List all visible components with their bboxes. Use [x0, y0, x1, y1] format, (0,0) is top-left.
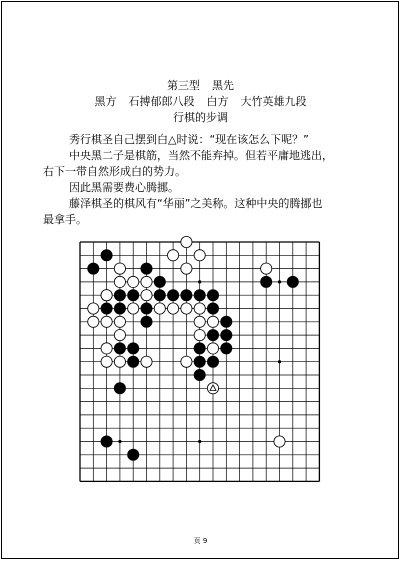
white-stone — [194, 316, 205, 327]
white-player: 大竹英雄九段 — [240, 95, 307, 108]
black-stone — [207, 303, 218, 314]
black-stone — [194, 356, 205, 367]
body-line-2: 中央黑二子是棋筋，当然不能弃掉。但若平庸地逃出， — [69, 149, 333, 162]
black-stone — [101, 303, 112, 314]
white-stone — [207, 343, 218, 354]
black-stone — [221, 343, 232, 354]
white-stone — [88, 316, 99, 327]
white-stone — [101, 290, 112, 301]
white-stone — [114, 276, 125, 287]
black-stone — [114, 303, 125, 314]
white-stone — [261, 263, 272, 274]
white-stone — [194, 250, 205, 261]
black-stone — [154, 276, 165, 287]
black-stone — [128, 449, 139, 460]
white-stone — [181, 303, 192, 314]
black-stone — [194, 343, 205, 354]
white-stone — [154, 303, 165, 314]
page-number: 页 9 — [193, 537, 208, 545]
white-stone — [194, 303, 205, 314]
white-stone — [101, 316, 112, 327]
white-stone — [168, 250, 179, 261]
black-stone — [88, 263, 99, 274]
black-stone — [141, 316, 152, 327]
black-label: 黑方 — [94, 95, 117, 108]
white-stone — [128, 303, 139, 314]
white-stone — [207, 316, 218, 327]
star-point — [278, 280, 281, 283]
black-stone — [194, 290, 205, 301]
black-stone — [287, 276, 298, 287]
black-stone — [207, 330, 218, 341]
black-stone — [128, 290, 139, 301]
white-stone — [181, 236, 192, 247]
body-line-6: 最拿手。 — [43, 213, 87, 226]
black-stone — [194, 369, 205, 380]
subtitle: 行棋的步调 — [173, 111, 228, 124]
star-point — [278, 360, 281, 363]
white-stone — [181, 356, 192, 367]
white-stone — [181, 263, 192, 274]
body-line-5: 藤泽棋圣的棋风有“华丽”之美称。这种中央的腾挪也 — [69, 197, 323, 210]
white-stone — [114, 356, 125, 367]
body-line-3: 右下一带自然形成白的势力。 — [43, 165, 186, 178]
body-line-1: 秀行棋圣自己摆到白△时说：“现在该怎么下呢？” — [69, 133, 309, 146]
star-point — [118, 440, 121, 443]
black-stone — [128, 343, 139, 354]
black-player: 石搏郁郎八段 — [128, 95, 195, 108]
black-stone — [168, 290, 179, 301]
black-stone — [207, 356, 218, 367]
star-point — [198, 440, 201, 443]
white-stone — [194, 330, 205, 341]
black-stone — [114, 290, 125, 301]
black-stone — [141, 263, 152, 274]
white-stone — [114, 330, 125, 341]
black-stone — [261, 276, 272, 287]
white-stone — [114, 263, 125, 274]
black-stone — [128, 356, 139, 367]
black-stone — [154, 290, 165, 301]
white-stone — [101, 356, 112, 367]
white-stone — [141, 290, 152, 301]
white-stone — [128, 276, 139, 287]
black-stone — [181, 290, 192, 301]
white-stone — [114, 316, 125, 327]
black-stone — [141, 303, 152, 314]
white-stone — [168, 303, 179, 314]
white-label: 白方 — [206, 95, 229, 108]
white-stone — [141, 276, 152, 287]
black-stone — [221, 330, 232, 341]
star-point — [198, 280, 201, 283]
body-line-4: 因此黑需要费心腾挪。 — [69, 181, 179, 194]
white-stone — [141, 356, 152, 367]
first-move-label: 黑先 — [212, 79, 234, 92]
black-stone — [101, 436, 112, 447]
black-stone — [221, 316, 232, 327]
black-stone — [101, 250, 112, 261]
type-label: 第三型 — [167, 79, 200, 92]
black-stone — [114, 343, 125, 354]
black-stone — [114, 383, 125, 394]
white-stone — [101, 343, 112, 354]
white-stone — [88, 303, 99, 314]
black-stone — [207, 290, 218, 301]
white-stone — [274, 436, 285, 447]
